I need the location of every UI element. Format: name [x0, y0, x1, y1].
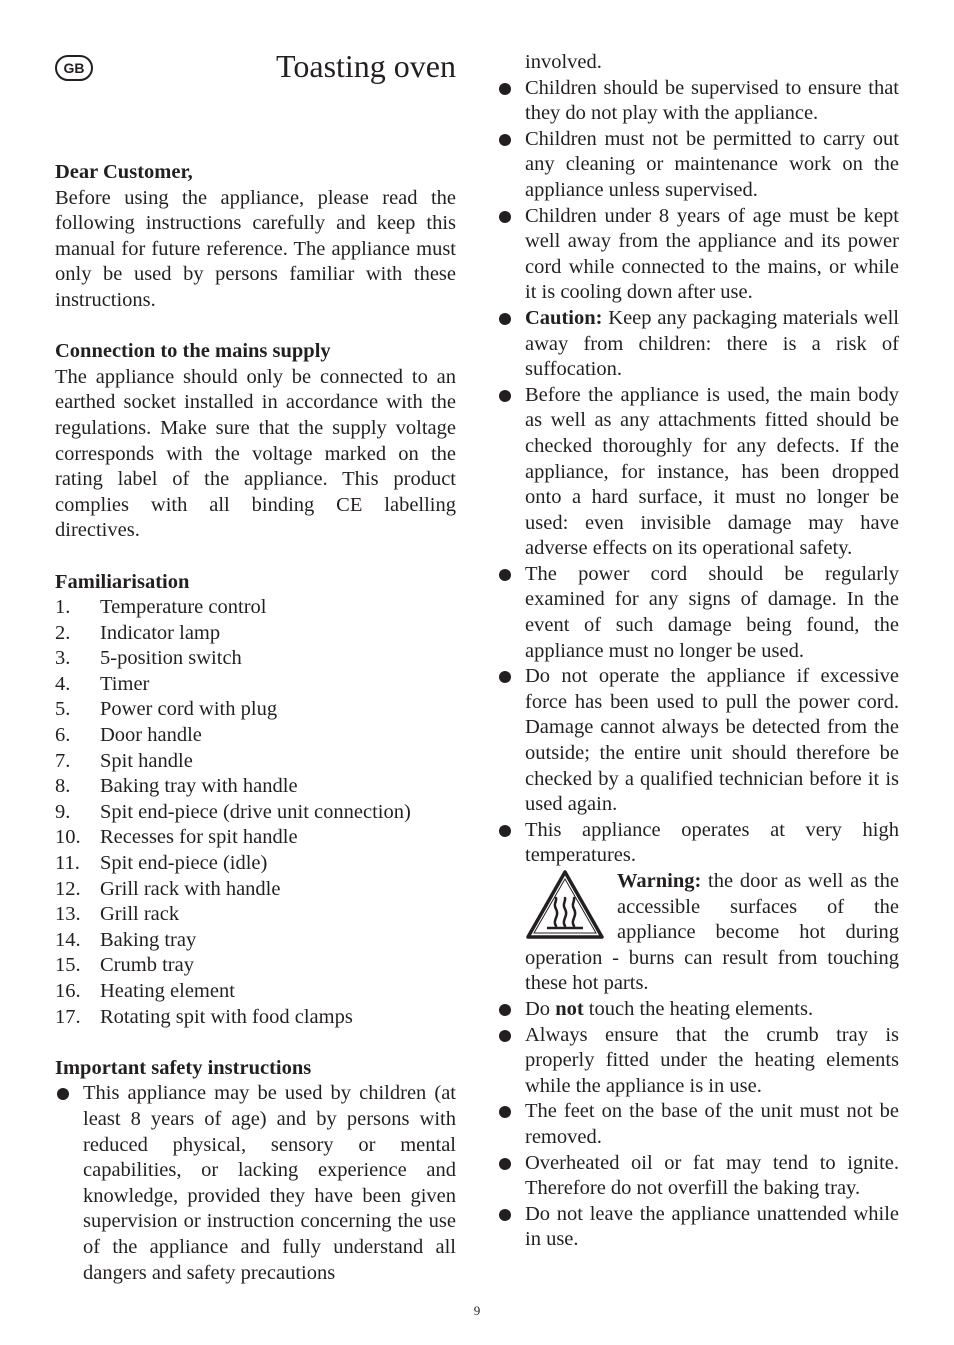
warning-label: Warning:: [617, 870, 702, 892]
list-item: [497, 127, 899, 204]
safety-text: Children should be supervised to ensure that they do not play with the appliance.: [525, 76, 899, 125]
item-number: 4.: [55, 672, 71, 695]
list-item: [55, 1081, 456, 1286]
touch-pre: Do: [525, 997, 556, 1020]
list-item: [497, 997, 899, 1023]
list-item: [497, 664, 899, 818]
list-item: [55, 595, 456, 621]
item-label: Spit end-piece (drive unit connection): [100, 800, 411, 823]
safety-text: Children must not be permitted to carry out any cleaning or maintenance work on the appliance unless supervised.: [525, 127, 899, 201]
item-label: Timer: [100, 672, 150, 695]
intro-body: Before using the appliance, please read the following instructions carefully and keep this manual for future reference. The appliance must only be used by persons familiar with these instructions.: [55, 186, 456, 311]
safety-text: Always ensure that the crumb tray is properly fitted under the heating elements while the appliance is in use.: [525, 1023, 899, 1097]
bullet-icon: [499, 134, 511, 146]
list-item: [55, 953, 456, 979]
list-item: [497, 818, 899, 869]
list-item: [55, 902, 456, 928]
touch-emphasis: not: [555, 997, 584, 1020]
item-number: 9.: [55, 800, 71, 823]
bullet-icon: [499, 1158, 511, 1170]
bullet-icon: [499, 1106, 511, 1118]
list-item: [497, 76, 899, 127]
list-item: [55, 621, 456, 647]
list-item: [55, 697, 456, 723]
hot-surface-warning-icon: [525, 869, 605, 941]
list-item: [55, 800, 456, 826]
familiarisation-heading: Familiarisation: [55, 570, 190, 593]
safety-continuation: involved.: [525, 51, 602, 73]
item-number: 7.: [55, 749, 71, 772]
item-number: 17.: [55, 1005, 81, 1028]
item-label: Power cord with plug: [100, 698, 278, 721]
list-item: [55, 774, 456, 800]
mains-body: The appliance should only be connected to an earthed socket installed in accordance with the regulations. Make sure that the supply voltage corresponds with the voltage marked on the rating label of the appliance. This product complies with all binding CE labelling directives.: [55, 365, 456, 542]
bullet-icon: [499, 671, 511, 683]
list-item: [497, 1151, 899, 1202]
item-label: Grill rack: [100, 903, 180, 926]
safety-text: The feet on the base of the unit must not be removed.: [525, 1100, 899, 1148]
list-item: [55, 749, 456, 775]
caution-text: Keep any packaging materials well away from children: there is a risk of suffocation.: [525, 306, 899, 381]
list-item: [55, 928, 456, 954]
safety-text: Before the appliance is used, the main body as well as any attachments fitted should be checked thoroughly for any defects. If the appliance, for instance, has been dropped onto a hard surface, it must no longer be used: even invisible damage may have adverse effects on its operational safety.: [525, 383, 899, 560]
item-number: 6.: [55, 724, 71, 747]
safety-text: Do not operate the appliance if excessive force has been used to pull the power cord. Damage cannot always be detected from the outside; the entire unit should therefore be checked by a qualified technician before it is used again.: [525, 665, 899, 816]
list-item: [55, 672, 456, 698]
safety-heading: Important safety instructions: [55, 1056, 312, 1079]
item-label: Rotating spit with food clamps: [100, 1005, 353, 1028]
caution-label: Caution:: [525, 306, 603, 329]
item-number: 13.: [55, 903, 81, 926]
item-number: 5.: [55, 698, 71, 721]
item-number: 2.: [55, 621, 71, 644]
warning-body: the door as well as the accessible surfaces of the appliance become hot during operation - burns can result from touching these hot parts.: [525, 870, 899, 995]
item-label: Indicator lamp: [100, 621, 221, 644]
safety-text: Do not leave the appliance unattended while in use.: [525, 1202, 899, 1251]
item-number: 8.: [55, 775, 71, 798]
right-column: [497, 50, 899, 1253]
list-item: [55, 851, 456, 877]
safety-text: This appliance may be used by children (at least 8 years of age) and by persons with reduced physical, sensory or mental capabilities, or lacking experience and knowledge, provided they have been given supervision or instruction concerning the use of the appliance and fully understand all dangers and safety precautions: [83, 1082, 456, 1284]
item-label: Grill rack with handle: [100, 877, 281, 900]
safety-text: This appliance operates at very high temperatures.: [525, 818, 899, 867]
safety-text: Children under 8 years of age must be kept well away from the appliance and its power cord while connected to the mains, or while it is cooling down after use.: [525, 204, 899, 304]
bullet-icon: [499, 569, 511, 581]
bullet-icon: [499, 825, 511, 837]
list-item: [497, 1099, 899, 1150]
mains-heading: Connection to the mains supply: [55, 340, 331, 363]
item-number: 14.: [55, 928, 81, 951]
safety-list-left: [55, 1081, 456, 1286]
item-label: Heating element: [100, 980, 235, 1002]
list-item: [497, 1023, 899, 1100]
list-item: [497, 1202, 899, 1253]
bullet-icon: [499, 1004, 511, 1016]
left-column: [55, 160, 456, 1286]
list-item: [497, 204, 899, 306]
list-item: [55, 1005, 456, 1031]
safety-list-right: [497, 76, 899, 869]
list-item: [497, 306, 899, 383]
list-item: [497, 383, 899, 562]
bullet-icon: [499, 83, 511, 95]
safety-text: Overheated oil or fat may tend to ignite. Therefore do not overfill the baking tray.: [525, 1151, 899, 1200]
item-label: Door handle: [100, 724, 202, 747]
item-number: 12.: [55, 877, 81, 900]
item-number: 16.: [55, 980, 81, 1002]
item-label: Baking tray with handle: [100, 775, 298, 798]
bullet-icon: [57, 1088, 69, 1100]
item-label: Temperature control: [100, 596, 267, 619]
components-list: [55, 595, 456, 1030]
page-title: Toasting oven: [276, 48, 456, 84]
list-item: [497, 562, 899, 664]
item-number: 15.: [55, 954, 81, 977]
intro-heading: Dear Customer,: [55, 161, 193, 183]
item-label: Spit end-piece (idle): [100, 852, 268, 875]
item-label: Baking tray: [100, 928, 197, 951]
list-item: [55, 646, 456, 672]
touch-post: touch the heating elements.: [583, 997, 814, 1020]
bullet-icon: [499, 313, 511, 325]
warning-block: [497, 869, 899, 997]
item-label: 5-position switch: [100, 647, 242, 670]
safety-text: The power cord should be regularly examined for any signs of damage. In the event of such damage being found, the appliance must no longer be used.: [525, 562, 899, 662]
list-item: [55, 825, 456, 851]
bullet-icon: [499, 1209, 511, 1221]
page-number: 9: [473, 1303, 481, 1318]
list-item: [55, 723, 456, 749]
safety-list-right-2: [497, 997, 899, 1253]
item-number: 11.: [55, 852, 80, 875]
item-label: Recesses for spit handle: [100, 826, 298, 849]
item-number: 3.: [55, 647, 71, 670]
list-item: [55, 877, 456, 903]
item-label: Spit handle: [100, 749, 193, 772]
bullet-icon: [499, 211, 511, 223]
item-number: 10.: [55, 826, 81, 849]
item-label: Crumb tray: [100, 954, 194, 977]
country-badge: GB: [55, 55, 93, 81]
item-number: 1.: [55, 596, 71, 619]
bullet-icon: [499, 390, 511, 402]
bullet-icon: [499, 1030, 511, 1042]
list-item: [55, 979, 456, 1005]
